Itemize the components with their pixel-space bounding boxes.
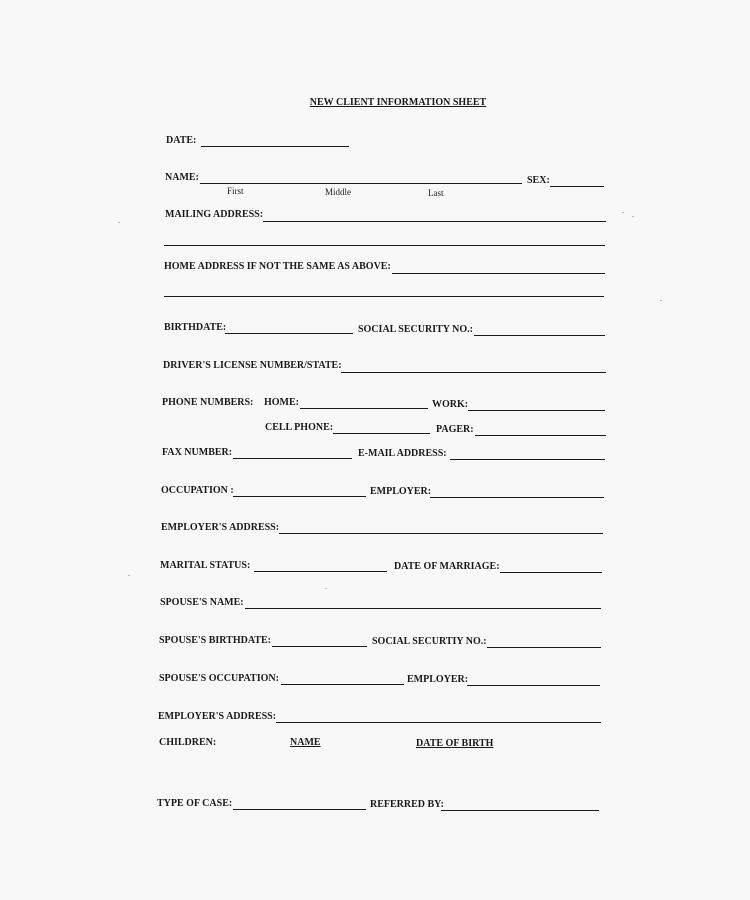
children-name-header: NAME [290, 737, 321, 748]
name-first-caption: First [227, 186, 244, 196]
home-address-label: HOME ADDRESS IF NOT THE SAME AS ABOVE: [164, 261, 391, 272]
spouse-employers-address-label: EMPLOYER'S ADDRESS: [158, 711, 277, 722]
work-phone-label: WORK: [432, 399, 469, 410]
scan-speck [622, 212, 624, 213]
referred-by-label: REFERRED BY: [370, 799, 444, 810]
spouse-employer-field[interactable] [467, 685, 600, 686]
cell-phone-label: CELL PHONE: [265, 422, 334, 433]
occupation-label: OCCUPATION : [161, 485, 234, 496]
scan-speck [632, 216, 634, 217]
fax-number-label: FAX NUMBER: [162, 447, 233, 458]
email-label: E-MAIL ADDRESS: [358, 448, 447, 459]
phone-numbers-label: PHONE NUMBERS: [162, 397, 254, 408]
sex-label: SEX: [527, 175, 550, 186]
spouse-ssn-label: SOCIAL SECURTIY NO.: [372, 636, 487, 647]
sex-field[interactable] [550, 186, 604, 187]
date-of-marriage-label: DATE OF MARRIAGE: [394, 561, 500, 572]
name-label: NAME: [165, 172, 199, 183]
spouses-name-field[interactable] [245, 608, 601, 609]
name-last-caption: Last [428, 188, 444, 198]
spouse-employers-address-field[interactable] [276, 722, 601, 723]
employer-field[interactable] [430, 497, 604, 498]
home-address-field[interactable] [392, 273, 605, 274]
scan-speck [325, 588, 327, 589]
name-middle-caption: Middle [325, 187, 351, 197]
occupation-field[interactable] [233, 496, 366, 497]
home-phone-label: HOME: [264, 397, 299, 408]
home-address-field-2[interactable] [164, 296, 604, 297]
mailing-address-label: MAILING ADDRESS: [165, 209, 264, 220]
employers-address-label: EMPLOYER'S ADDRESS: [161, 522, 280, 533]
spouses-birthdate-label: SPOUSE'S BIRTHDATE: [159, 635, 271, 646]
fax-number-field[interactable] [233, 458, 352, 459]
mailing-address-field-2[interactable] [164, 245, 605, 246]
type-of-case-field[interactable] [233, 809, 366, 810]
email-field[interactable] [450, 459, 605, 460]
date-field[interactable] [201, 146, 349, 147]
date-of-marriage-field[interactable] [500, 572, 602, 573]
spouse-employer-label: EMPLOYER: [407, 674, 469, 685]
home-phone-field[interactable] [300, 408, 428, 409]
spouse-ssn-field[interactable] [487, 647, 601, 648]
drivers-license-field[interactable] [341, 372, 606, 373]
work-phone-field[interactable] [468, 410, 605, 411]
referred-by-field[interactable] [441, 810, 599, 811]
ssn-field[interactable] [474, 335, 605, 336]
mailing-address-field[interactable] [263, 221, 606, 222]
children-label: CHILDREN: [159, 737, 217, 748]
spouses-occupation-label: SPOUSE'S OCCUPATION: [159, 673, 279, 684]
name-field[interactable] [200, 183, 522, 184]
type-of-case-label: TYPE OF CASE: [157, 798, 233, 809]
drivers-license-label: DRIVER'S LICENSE NUMBER/STATE: [163, 360, 342, 371]
form-title: NEW CLIENT INFORMATION SHEET [309, 97, 487, 108]
birthdate-field[interactable] [225, 333, 353, 334]
employers-address-field[interactable] [279, 533, 603, 534]
pager-field[interactable] [475, 435, 606, 436]
employer-label: EMPLOYER: [370, 486, 432, 497]
scan-speck [128, 575, 130, 576]
pager-label: PAGER: [436, 424, 474, 435]
date-label: DATE: [166, 135, 197, 146]
children-dob-header: DATE OF BIRTH [416, 738, 494, 749]
birthdate-label: BIRTHDATE: [164, 322, 227, 333]
marital-status-field[interactable] [254, 571, 387, 572]
ssn-label: SOCIAL SECURITY NO.: [358, 324, 473, 335]
spouses-occupation-field[interactable] [281, 684, 404, 685]
spouses-name-label: SPOUSE'S NAME: [160, 597, 244, 608]
scan-speck [118, 222, 120, 223]
scan-speck [660, 300, 662, 301]
spouses-birthdate-field[interactable] [272, 646, 367, 647]
cell-phone-field[interactable] [333, 433, 430, 434]
marital-status-label: MARITAL STATUS: [160, 560, 251, 571]
